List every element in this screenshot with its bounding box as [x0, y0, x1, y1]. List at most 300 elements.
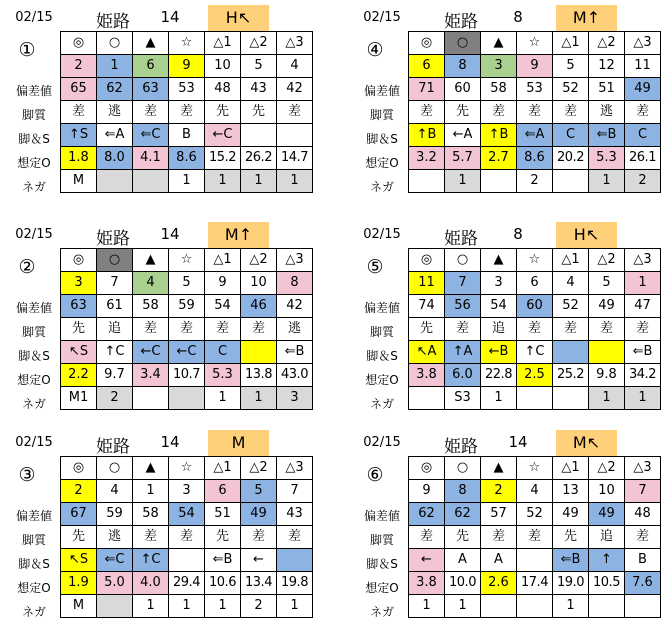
panel-header: [8, 5, 318, 31]
table-cell: [169, 387, 205, 410]
table-cell: 60: [445, 78, 481, 101]
table-cell: 差: [625, 318, 661, 341]
mark-cell: ☆: [517, 32, 553, 55]
table-cell: M1: [61, 387, 97, 410]
table-cell: 9.8: [589, 364, 625, 387]
table-cell: 43.0: [277, 364, 313, 387]
race-panel: [356, 222, 666, 422]
table-cell: 1: [589, 387, 625, 410]
prediction-table: [408, 31, 661, 193]
table-cell: 4: [277, 55, 313, 78]
venue-name: 姫路: [444, 437, 478, 457]
race-date: 02/15: [363, 435, 401, 450]
horse-number-row: [61, 480, 313, 503]
table-cell: [553, 170, 589, 193]
odds-row: [61, 364, 313, 387]
table-cell: 8.0: [97, 147, 133, 170]
table-cell: 差: [61, 101, 97, 124]
table-cell: 58: [133, 295, 169, 318]
table-cell: 34.2: [625, 364, 661, 387]
table-cell: 15.2: [205, 147, 241, 170]
table-cell: 1: [133, 480, 169, 503]
pace-row: [61, 124, 313, 147]
mark-cell: △3: [625, 457, 661, 480]
horse-number-row: [61, 55, 313, 78]
table-cell: 13: [553, 480, 589, 503]
table-cell: 3.2: [409, 147, 445, 170]
table-cell: 63: [61, 295, 97, 318]
deviation-row: [61, 78, 313, 101]
table-cell: [517, 387, 553, 410]
table-cell: 追: [589, 526, 625, 549]
table-cell: 差: [553, 318, 589, 341]
table-cell: 先: [241, 101, 277, 124]
table-cell: 逃: [97, 101, 133, 124]
table-cell: 2.7: [481, 147, 517, 170]
table-cell: ↑A: [445, 341, 481, 364]
table-cell: 11: [409, 272, 445, 295]
mark-cell: △3: [277, 249, 313, 272]
pace-row: [409, 549, 661, 572]
pace-row: [61, 341, 313, 364]
running-style-row: [409, 526, 661, 549]
row-label: ネガ: [21, 397, 46, 411]
runner-count: 14: [160, 8, 180, 26]
mark-cell: ☆: [169, 32, 205, 55]
prediction-table: [60, 456, 313, 618]
negative-row: [61, 595, 313, 618]
table-cell: 差: [589, 318, 625, 341]
table-cell: 先: [61, 318, 97, 341]
table-cell: [553, 387, 589, 410]
table-cell: 19.8: [277, 572, 313, 595]
table-cell: 59: [169, 295, 205, 318]
table-cell: 25.2: [553, 364, 589, 387]
table-cell: 7: [97, 272, 133, 295]
table-cell: ↑B: [409, 124, 445, 147]
table-cell: ⇐B: [589, 124, 625, 147]
mark-row: [61, 249, 313, 272]
mark-cell: ◎: [61, 32, 97, 55]
panel-header: [356, 222, 666, 248]
table-cell: 差: [517, 318, 553, 341]
mark-row: [409, 32, 661, 55]
table-cell: ⇐C: [133, 124, 169, 147]
table-cell: 10: [205, 55, 241, 78]
race-date: 02/15: [15, 435, 53, 450]
pace-tag: M↑: [208, 222, 269, 248]
table-cell: 4: [97, 480, 133, 503]
row-label: ネガ: [369, 397, 394, 411]
deviation-row: [409, 503, 661, 526]
table-cell: 1: [133, 595, 169, 618]
table-cell: 3: [277, 387, 313, 410]
table-cell: 3.8: [409, 364, 445, 387]
table-cell: 逃: [97, 526, 133, 549]
table-cell: 63: [133, 78, 169, 101]
table-cell: 26.1: [625, 147, 661, 170]
mark-row: [61, 457, 313, 480]
row-label: 脚＆S: [366, 132, 398, 146]
mark-cell: ◎: [409, 32, 445, 55]
row-label: 想定O: [17, 581, 51, 595]
table-cell: 11: [625, 55, 661, 78]
mark-cell: △3: [625, 32, 661, 55]
mark-cell: ○: [445, 32, 481, 55]
mark-cell: ○: [97, 457, 133, 480]
table-cell: [97, 170, 133, 193]
table-cell: 2: [97, 387, 133, 410]
table-cell: 53: [169, 78, 205, 101]
table-cell: ←B: [481, 341, 517, 364]
table-cell: 6: [517, 272, 553, 295]
table-cell: 6: [133, 55, 169, 78]
table-cell: 差: [409, 526, 445, 549]
table-cell: [97, 595, 133, 618]
mark-cell: △3: [277, 32, 313, 55]
table-cell: 差: [517, 526, 553, 549]
table-cell: M: [61, 170, 97, 193]
table-cell: 差: [409, 101, 445, 124]
table-cell: ⇐B: [553, 549, 589, 572]
table-cell: ←C: [169, 341, 205, 364]
prediction-table: [60, 31, 313, 193]
table-cell: 差: [517, 101, 553, 124]
table-cell: 1: [241, 170, 277, 193]
table-cell: 差: [625, 101, 661, 124]
odds-row: [61, 147, 313, 170]
mark-cell: ☆: [517, 457, 553, 480]
mark-cell: ○: [97, 32, 133, 55]
table-cell: ⇐A: [517, 124, 553, 147]
table-cell: 51: [205, 503, 241, 526]
table-cell: 48: [625, 503, 661, 526]
mark-cell: ◎: [61, 457, 97, 480]
table-cell: 8: [445, 480, 481, 503]
row-label: 想定O: [365, 156, 399, 170]
runner-count: 14: [160, 433, 180, 451]
pace-row: [409, 124, 661, 147]
table-cell: 差: [553, 101, 589, 124]
table-cell: [133, 387, 169, 410]
table-cell: [277, 124, 313, 147]
table-cell: 2: [61, 480, 97, 503]
table-cell: 49: [589, 503, 625, 526]
table-cell: 差: [625, 526, 661, 549]
deviation-row: [61, 295, 313, 318]
table-cell: 43: [277, 503, 313, 526]
table-cell: 3.8: [409, 572, 445, 595]
venue-name: 姫路: [444, 229, 478, 249]
table-cell: [625, 595, 661, 618]
table-cell: 10.7: [169, 364, 205, 387]
pace-tag: H↖: [556, 222, 617, 248]
table-cell: 3.4: [133, 364, 169, 387]
mark-row: [409, 457, 661, 480]
table-cell: 先: [205, 101, 241, 124]
table-cell: 1: [97, 55, 133, 78]
mark-cell: △1: [205, 249, 241, 272]
row-label: 想定O: [17, 156, 51, 170]
prediction-table: [408, 248, 661, 410]
table-cell: 59: [97, 503, 133, 526]
table-cell: A: [445, 549, 481, 572]
table-cell: ←: [409, 549, 445, 572]
table-cell: C: [553, 124, 589, 147]
table-cell: 19.0: [553, 572, 589, 595]
mark-cell: ○: [445, 457, 481, 480]
mark-cell: ◎: [409, 249, 445, 272]
mark-cell: △2: [589, 32, 625, 55]
table-cell: 5: [241, 480, 277, 503]
table-cell: 52: [517, 503, 553, 526]
table-cell: 6: [205, 480, 241, 503]
table-cell: 差: [277, 101, 313, 124]
table-cell: 1: [445, 595, 481, 618]
row-label: 脚質: [21, 108, 46, 122]
table-cell: 3: [61, 272, 97, 295]
race-panel: [8, 222, 318, 422]
table-cell: 62: [409, 503, 445, 526]
table-cell: 48: [205, 78, 241, 101]
mark-row: [409, 249, 661, 272]
panel-header: [356, 5, 666, 31]
mark-cell: ▲: [481, 249, 517, 272]
table-cell: 8.6: [169, 147, 205, 170]
table-cell: 53: [517, 78, 553, 101]
mark-cell: △3: [625, 249, 661, 272]
runner-count: 14: [160, 225, 180, 243]
table-cell: 1: [625, 272, 661, 295]
mark-cell: ▲: [133, 249, 169, 272]
deviation-row: [61, 503, 313, 526]
table-cell: ↖S: [61, 341, 97, 364]
table-cell: 65: [61, 78, 97, 101]
odds-row: [409, 572, 661, 595]
odds-row: [409, 364, 661, 387]
table-cell: 10.0: [445, 572, 481, 595]
deviation-row: [409, 295, 661, 318]
table-cell: [409, 387, 445, 410]
mark-cell: ☆: [517, 249, 553, 272]
mark-cell: ▲: [481, 457, 517, 480]
mark-cell: ◎: [409, 457, 445, 480]
mark-cell: △2: [241, 457, 277, 480]
table-cell: B: [169, 124, 205, 147]
table-cell: ⇐A: [97, 124, 133, 147]
race-number: ⑤: [366, 256, 384, 278]
pace-tag: M↑: [556, 5, 617, 31]
race-date: 02/15: [363, 227, 401, 242]
table-cell: 9: [169, 55, 205, 78]
negative-row: [61, 387, 313, 410]
venue-name: 姫路: [96, 229, 130, 249]
negative-row: [409, 595, 661, 618]
table-cell: 2.5: [517, 364, 553, 387]
table-cell: 3: [169, 480, 205, 503]
table-cell: ↑S: [61, 124, 97, 147]
mark-cell: ☆: [169, 249, 205, 272]
table-cell: 51: [589, 78, 625, 101]
mark-cell: △1: [553, 32, 589, 55]
table-cell: 1: [481, 387, 517, 410]
table-cell: 逃: [277, 318, 313, 341]
table-cell: 6: [409, 55, 445, 78]
table-cell: 54: [205, 295, 241, 318]
table-cell: 先: [205, 526, 241, 549]
table-cell: 7: [445, 272, 481, 295]
table-cell: [481, 595, 517, 618]
table-cell: 2: [625, 170, 661, 193]
table-cell: ⇐B: [205, 549, 241, 572]
table-cell: ←A: [445, 124, 481, 147]
table-cell: 差: [205, 318, 241, 341]
table-cell: ↑C: [133, 549, 169, 572]
prediction-table: [408, 456, 661, 618]
table-cell: 13.8: [241, 364, 277, 387]
table-cell: 74: [409, 295, 445, 318]
table-cell: 9: [517, 55, 553, 78]
pace-tag: H↖: [208, 5, 269, 31]
table-cell: 62: [97, 78, 133, 101]
pace-row: [61, 549, 313, 572]
race-number: ③: [18, 464, 36, 486]
table-cell: 4: [133, 272, 169, 295]
table-cell: ↑: [589, 549, 625, 572]
table-cell: 2: [61, 55, 97, 78]
table-cell: 3: [481, 55, 517, 78]
table-cell: 先: [61, 526, 97, 549]
row-label: 脚質: [369, 533, 394, 547]
row-label: 想定O: [365, 373, 399, 387]
table-cell: ←C: [205, 124, 241, 147]
row-label: 脚＆S: [366, 557, 398, 571]
table-cell: 46: [241, 295, 277, 318]
race-number: ④: [366, 39, 384, 61]
horse-number-row: [409, 480, 661, 503]
table-cell: 1: [205, 170, 241, 193]
table-cell: 14.7: [277, 147, 313, 170]
table-cell: 1: [553, 595, 589, 618]
prediction-table: [60, 248, 313, 410]
table-cell: 1: [169, 595, 205, 618]
table-cell: 1.8: [61, 147, 97, 170]
race-number: ①: [18, 39, 36, 61]
table-cell: 5.3: [205, 364, 241, 387]
table-cell: 22.8: [481, 364, 517, 387]
table-cell: 先: [553, 526, 589, 549]
table-cell: [589, 341, 625, 364]
table-cell: 1: [445, 170, 481, 193]
table-cell: 9: [409, 480, 445, 503]
row-label: 想定O: [17, 373, 51, 387]
race-number: ⑥: [366, 464, 384, 486]
table-cell: [517, 595, 553, 618]
mark-cell: △2: [589, 457, 625, 480]
table-cell: 差: [133, 526, 169, 549]
pace-tag: M: [208, 430, 269, 456]
mark-cell: ▲: [133, 457, 169, 480]
table-cell: 13.4: [241, 572, 277, 595]
table-cell: 追: [481, 318, 517, 341]
table-cell: 47: [625, 295, 661, 318]
table-cell: 8: [277, 272, 313, 295]
table-cell: 61: [97, 295, 133, 318]
venue-name: 姫路: [444, 12, 478, 32]
table-cell: 差: [481, 526, 517, 549]
row-label: ネガ: [369, 605, 394, 619]
table-cell: 5: [169, 272, 205, 295]
table-cell: [517, 549, 553, 572]
table-cell: 67: [61, 503, 97, 526]
row-label: 脚質: [369, 325, 394, 339]
table-cell: 57: [481, 503, 517, 526]
panel-header: [356, 430, 666, 456]
table-cell: 差: [169, 101, 205, 124]
table-cell: 1: [277, 170, 313, 193]
horse-number-row: [409, 55, 661, 78]
table-cell: 60: [517, 295, 553, 318]
race-panel: [8, 430, 318, 630]
table-cell: 12: [589, 55, 625, 78]
running-style-row: [61, 526, 313, 549]
row-label: 偏差値: [363, 301, 400, 315]
race-date: 02/15: [15, 10, 53, 25]
table-cell: 1: [625, 387, 661, 410]
table-cell: 4: [517, 480, 553, 503]
table-cell: 5.7: [445, 147, 481, 170]
table-cell: 1: [277, 595, 313, 618]
mark-cell: ▲: [133, 32, 169, 55]
race-panel: [356, 430, 666, 630]
table-cell: 1: [205, 387, 241, 410]
table-cell: ↑C: [517, 341, 553, 364]
mark-cell: △1: [553, 457, 589, 480]
deviation-row: [409, 78, 661, 101]
race-number: ②: [18, 256, 36, 278]
table-cell: 1: [169, 170, 205, 193]
table-cell: 49: [553, 503, 589, 526]
row-label: 脚＆S: [18, 132, 50, 146]
mark-cell: △1: [205, 32, 241, 55]
table-cell: 26.2: [241, 147, 277, 170]
pace-row: [409, 341, 661, 364]
row-label: 脚＆S: [18, 557, 50, 571]
race-panel: [356, 5, 666, 205]
table-cell: 差: [241, 526, 277, 549]
table-cell: 差: [169, 526, 205, 549]
venue-name: 姫路: [96, 437, 130, 457]
mark-row: [61, 32, 313, 55]
table-cell: 49: [241, 503, 277, 526]
table-cell: 5: [553, 55, 589, 78]
table-cell: 10: [589, 480, 625, 503]
table-cell: [409, 170, 445, 193]
table-cell: 43: [241, 78, 277, 101]
table-cell: 42: [277, 78, 313, 101]
runner-count: 14: [508, 433, 528, 451]
horse-number-row: [409, 272, 661, 295]
table-cell: 9: [205, 272, 241, 295]
table-cell: ⇐C: [97, 549, 133, 572]
venue-name: 姫路: [96, 12, 130, 32]
table-cell: 2.2: [61, 364, 97, 387]
race-date: 02/15: [15, 227, 53, 242]
table-cell: 1: [409, 595, 445, 618]
row-label: 偏差値: [363, 84, 400, 98]
table-cell: 10.6: [205, 572, 241, 595]
mark-cell: △2: [241, 32, 277, 55]
